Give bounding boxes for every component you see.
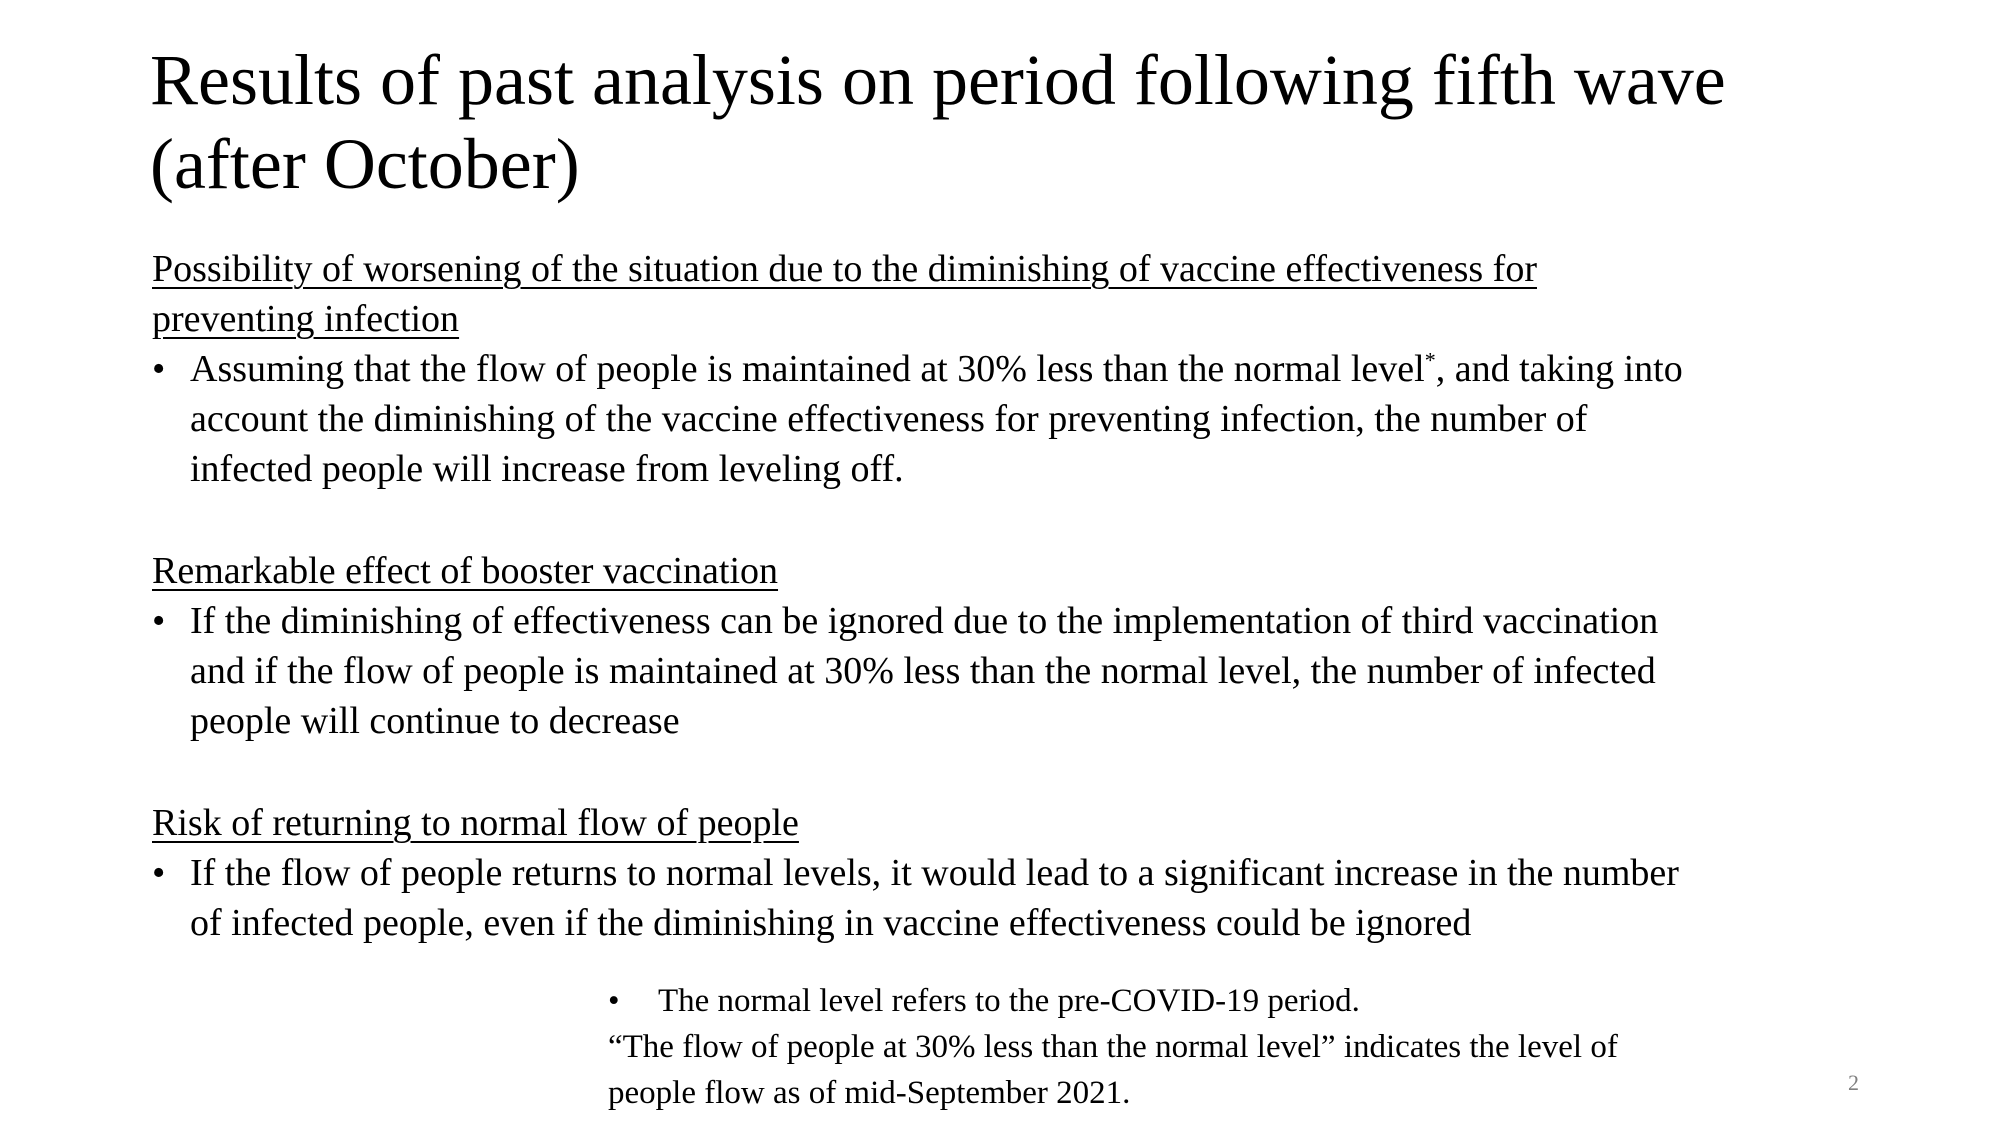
footnote-bullet-text: The normal level refers to the pre-COVID-19 period. [658, 983, 1360, 1019]
bullet-line-3: people will continue to decrease [190, 700, 680, 742]
bullet-line-2: of infected people, even if the diminishing in vaccine effectiveness could be ignored [190, 902, 1472, 944]
bullet-mark: • [152, 852, 166, 894]
bullet-line-3: infected people will increase from leveling off. [190, 448, 904, 490]
bullet-line-1-after-sup: , and taking into [1435, 348, 1683, 390]
section-heading [152, 244, 1872, 344]
section-vaccine-effectiveness [152, 244, 1872, 494]
bullet-line-1: If the flow of people returns to normal levels, it would lead to a significant increase in the number [190, 852, 1679, 894]
bullet-item [152, 848, 1872, 948]
bullet-line-2: account the diminishing of the vaccine effectiveness for preventing infection, the number of [190, 398, 1588, 440]
section-normal-flow-risk [152, 798, 1872, 948]
footnote-line-3: people flow as of mid-September 2021. [608, 1075, 1131, 1111]
footnote-marker: * [1424, 347, 1436, 373]
bullet-line-1-before-sup: Assuming that the flow of people is maintained at 30% less than the normal level [190, 348, 1425, 390]
bullet-line-1: If the diminishing of effectiveness can be ignored due to the implementation of third vaccination [190, 600, 1659, 642]
bullet-line-2: and if the flow of people is maintained at 30% less than the normal level, the number of infected [190, 650, 1656, 692]
bullet-item [152, 596, 1872, 746]
footnote-line-2: “The flow of people at 30% less than the normal level” indicates the level of [608, 1029, 1618, 1065]
bullet-mark: • [152, 600, 166, 642]
section-booster-vaccination [152, 546, 1872, 746]
footnote [608, 978, 1908, 1116]
section-heading: Risk of returning to normal flow of people [152, 802, 799, 844]
slide-title [150, 38, 1950, 206]
title-line-2: (after October) [150, 124, 580, 204]
bullet-mark: • [152, 348, 166, 390]
bullet-item [152, 344, 1872, 494]
section-heading: Remarkable effect of booster vaccination [152, 550, 779, 592]
heading-line-2: preventing infection [152, 298, 460, 340]
footnote-bullet-item [608, 978, 1908, 1024]
page-number: 2 [1848, 1070, 1859, 1095]
bullet-mark: • [608, 983, 620, 1019]
heading-line-1: Possibility of worsening of the situation due to the diminishing of vaccine effectiveness for [152, 248, 1537, 290]
title-line-1: Results of past analysis on period following fifth wave [150, 40, 1726, 120]
